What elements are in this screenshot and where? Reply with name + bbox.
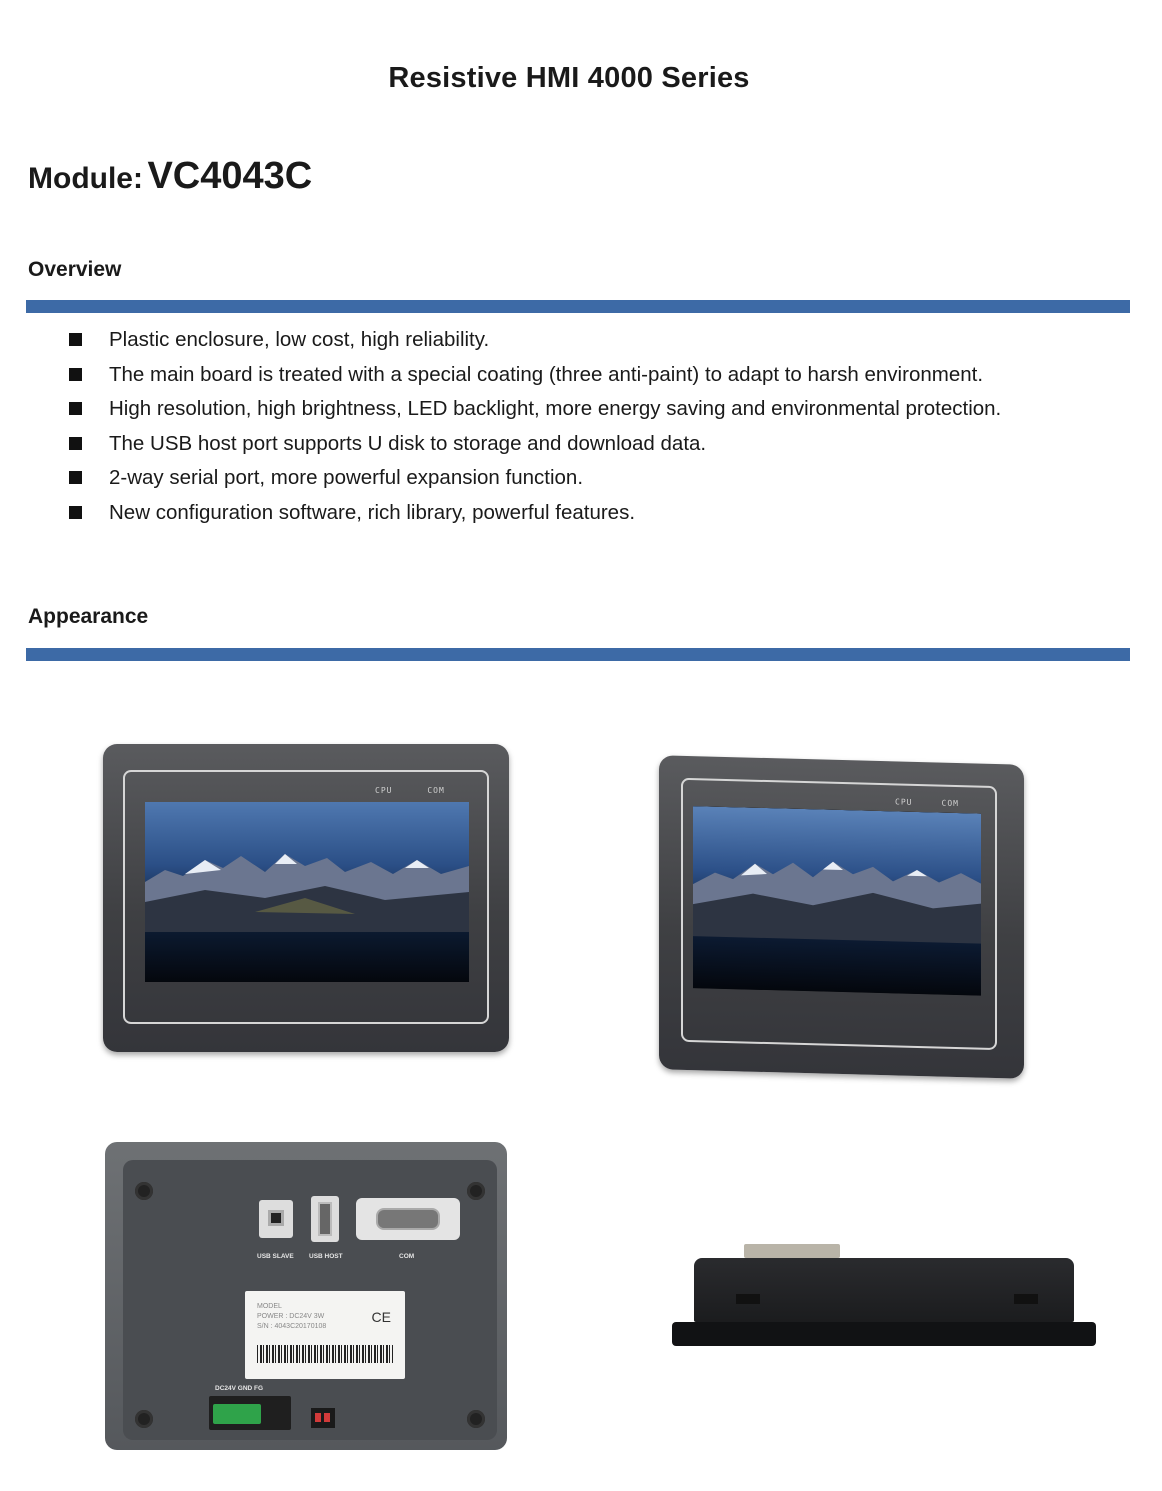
screw-icon (467, 1410, 485, 1428)
nameplate-label (245, 1291, 405, 1379)
indicator-labels (375, 786, 445, 795)
module-value: VC4043C (147, 155, 313, 197)
bullet-square-icon (69, 506, 82, 519)
list-item-text: New configuration software, rich library, powerful features. (109, 500, 636, 524)
hmi-angled-photo (659, 755, 1024, 1079)
lcd-screen (693, 806, 981, 996)
overview-list (68, 326, 1001, 534)
list-item-text: The main board is treated with a special coating (three anti-paint) to adapt to harsh environment. (109, 362, 984, 386)
barcode-icon (257, 1345, 393, 1363)
bullet-square-icon (69, 437, 82, 450)
com-label: COM (399, 1253, 415, 1260)
hmi-side-photo (672, 1244, 1096, 1348)
lcd-screen (145, 802, 469, 982)
cpu-indicator-label: CPU (895, 797, 913, 807)
com-indicator-label: COM (427, 786, 445, 795)
screw-icon (467, 1182, 485, 1200)
ce-mark: CE (371, 1309, 391, 1325)
dip-switch-icon (311, 1408, 335, 1428)
list-item (68, 464, 1001, 499)
list-item-text: The USB host port supports U disk to storage and download data. (109, 431, 707, 455)
power-terminal-label: DC24V GND FG (215, 1385, 264, 1392)
nameplate-serial: S/N : 4043C20170108 (257, 1323, 327, 1330)
hmi-rear-photo (105, 1142, 507, 1450)
overview-heading: Overview (28, 258, 122, 281)
power-terminal-block (209, 1396, 291, 1430)
list-item (68, 430, 1001, 465)
bullet-square-icon (69, 402, 82, 415)
usb-slave-port-icon (259, 1200, 293, 1238)
indicator-labels (895, 797, 959, 808)
com-serial-port-icon (356, 1198, 460, 1240)
bullet-square-icon (69, 471, 82, 484)
module-label: Module: (28, 162, 143, 195)
side-housing (694, 1258, 1074, 1322)
cpu-indicator-label: CPU (375, 786, 393, 795)
front-bezel-edge (672, 1322, 1096, 1346)
screw-icon (135, 1410, 153, 1428)
mountain-wallpaper-image (693, 806, 981, 996)
nameplate-model: MODEL (257, 1303, 282, 1310)
hmi-front-photo (103, 744, 509, 1052)
rear-housing (123, 1160, 497, 1440)
vent-slot-icon (1014, 1294, 1038, 1304)
list-item-text: Plastic enclosure, low cost, high reliability. (109, 328, 490, 351)
green-connector-icon (213, 1404, 261, 1424)
appearance-heading: Appearance (28, 605, 149, 628)
overview-divider (26, 300, 1130, 313)
db9-connector-icon (744, 1244, 840, 1258)
com-indicator-label: COM (941, 798, 959, 809)
list-item (68, 499, 1001, 534)
vent-slot-icon (736, 1294, 760, 1304)
list-item-text: 2-way serial port, more powerful expansion function. (109, 466, 584, 490)
list-item (68, 395, 1001, 430)
bullet-square-icon (69, 333, 82, 346)
usb-host-label: USB HOST (309, 1253, 343, 1260)
nameplate-power: POWER : DC24V 3W (257, 1313, 325, 1320)
list-item-text: High resolution, high brightness, LED backlight, more energy saving and environmental protection. (109, 397, 1002, 421)
bullet-square-icon (69, 368, 82, 381)
list-item (68, 326, 1001, 361)
appearance-divider (26, 648, 1130, 661)
list-item (68, 361, 1001, 396)
document-title: Resistive HMI 4000 Series (388, 62, 750, 94)
module-line (28, 155, 312, 198)
mountain-wallpaper-image (145, 802, 469, 982)
usb-host-port-icon (311, 1196, 339, 1242)
screw-icon (135, 1182, 153, 1200)
usb-slave-label: USB SLAVE (257, 1253, 294, 1260)
